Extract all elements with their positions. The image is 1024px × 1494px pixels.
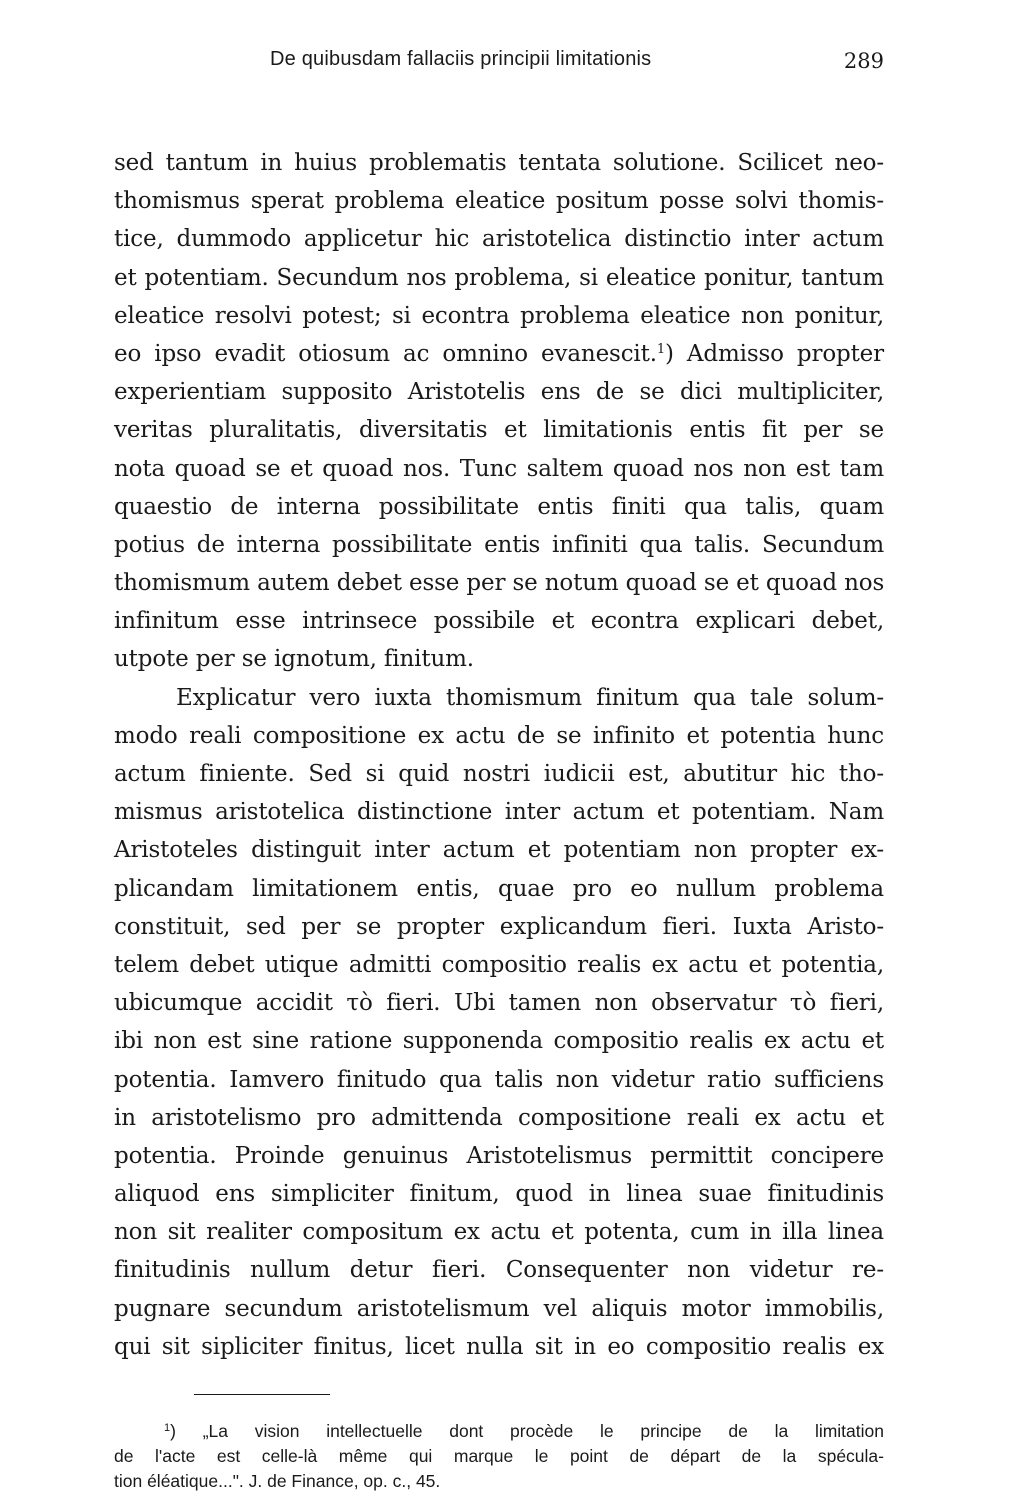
text-line: telem debet utique admitti compositio realis ex actu et potentia,: [114, 951, 884, 978]
text-line: thomismus sperat problema eleatice positum posse solvi thomis-: [114, 188, 884, 215]
text-line: modo reali compositione ex actu de se infinito et potentia hunc: [114, 722, 884, 749]
text-line: ubicumque accidit τὸ fieri. Ubi tamen non observatur τὸ fieri,: [114, 990, 884, 1017]
text-line: actum finiente. Sed si quid nostri iudicii est, abutitur hic tho-: [114, 761, 884, 787]
text-line: finitudinis nullum detur fieri. Consequenter non videtur re-: [114, 1257, 884, 1284]
text-line: infinitum esse intrinsece possibile et econtra explicari debet,: [114, 608, 884, 635]
text-line: pugnare secundum aristotelismum vel aliquis motor immobilis,: [114, 1295, 884, 1322]
text-line: thomismum autem debet esse per se notum quoad se et quoad nos: [114, 570, 885, 597]
text-line: quaestio de interna possibilitate entis finiti qua talis, quam: [114, 493, 884, 520]
footnote: [114, 1419, 884, 1494]
text-line: eleatice resolvi potest; si econtra problema eleatice non ponitur,: [114, 302, 884, 329]
footnote-reference[interactable]: 1: [656, 341, 666, 357]
text-line: tice, dummodo applicetur hic aristotelica distinctio inter actum: [114, 226, 884, 253]
text-line: sed tantum in huius problematis tentata solutione. Scilicet neo-: [114, 150, 884, 176]
text-line: plicandam limitationem entis, quae pro eo nullum problema: [114, 875, 884, 902]
footnote-divider: [194, 1394, 330, 1395]
text-line: aliquod ens simpliciter finitum, quod in linea suae finitudinis: [114, 1181, 884, 1208]
paragraph-2: [114, 679, 884, 1366]
running-title: De quibusdam fallaciis principii limitationis: [270, 48, 652, 70]
running-head: [114, 40, 884, 80]
text-line: mismus aristotelica distinctione inter actum et potentiam. Nam: [114, 799, 884, 826]
text-line: utpote per se ignotum, finitum.: [114, 646, 474, 673]
footnote-line: tion éléatique...". J. de Finance, op. c., 45.: [114, 1471, 441, 1491]
body-text: [114, 144, 884, 1366]
text-line: potius de interna possibilitate entis infiniti qua talis. Secundum: [114, 531, 884, 558]
book-page: [114, 40, 884, 1494]
text-line: experientiam supposito Aristotelis ens de se dici multipliciter,: [114, 379, 884, 406]
footnote-mark: 1: [164, 1422, 171, 1434]
text-segment: eo ipso evadit otiosum ac omnino evanescit.: [114, 340, 657, 367]
footnote-text: ) „La vision intellectuelle dont procède le principe de la limitation: [170, 1421, 884, 1441]
paragraph-1: [114, 144, 884, 679]
text-line: constituit, sed per se propter explicandum fieri. Iuxta Aristo-: [114, 913, 884, 940]
text-line: Explicatur vero iuxta thomismum finitum qua tale solum-: [176, 684, 884, 711]
text-line: non sit realiter compositum ex actu et potenta, cum in illa linea: [114, 1219, 884, 1246]
text-line: in aristotelismo pro admittenda compositione reali ex actu et: [114, 1104, 884, 1131]
text-line: ibi non est sine ratione supponenda compositio realis ex actu et: [114, 1028, 884, 1055]
text-line: et potentiam. Secundum nos problema, si eleatice ponitur, tantum: [114, 264, 884, 291]
text-line-with-footnote-ref: [114, 335, 884, 373]
text-line: qui sit sipliciter finitus, licet nulla sit in eo compositio realis ex: [114, 1333, 884, 1360]
text-segment: ) Admisso propter: [665, 340, 884, 367]
text-line: potentia. Proinde genuinus Aristotelismus permittit concipere: [114, 1142, 884, 1169]
footnote-line: [114, 1419, 884, 1444]
page-number: 289: [843, 49, 884, 73]
text-line: veritas pluralitatis, diversitatis et limitationis entis fit per se: [114, 417, 884, 444]
text-line: potentia. Iamvero finitudo qua talis non videtur ratio sufficiens: [114, 1066, 884, 1093]
footnote-line: de l'acte est celle-là même qui marque le point de départ de la spécula-: [114, 1446, 884, 1466]
text-line: nota quoad se et quoad nos. Tunc saltem quoad nos non est tam: [114, 455, 884, 482]
text-line: Aristoteles distinguit inter actum et potentiam non propter ex-: [114, 837, 884, 864]
